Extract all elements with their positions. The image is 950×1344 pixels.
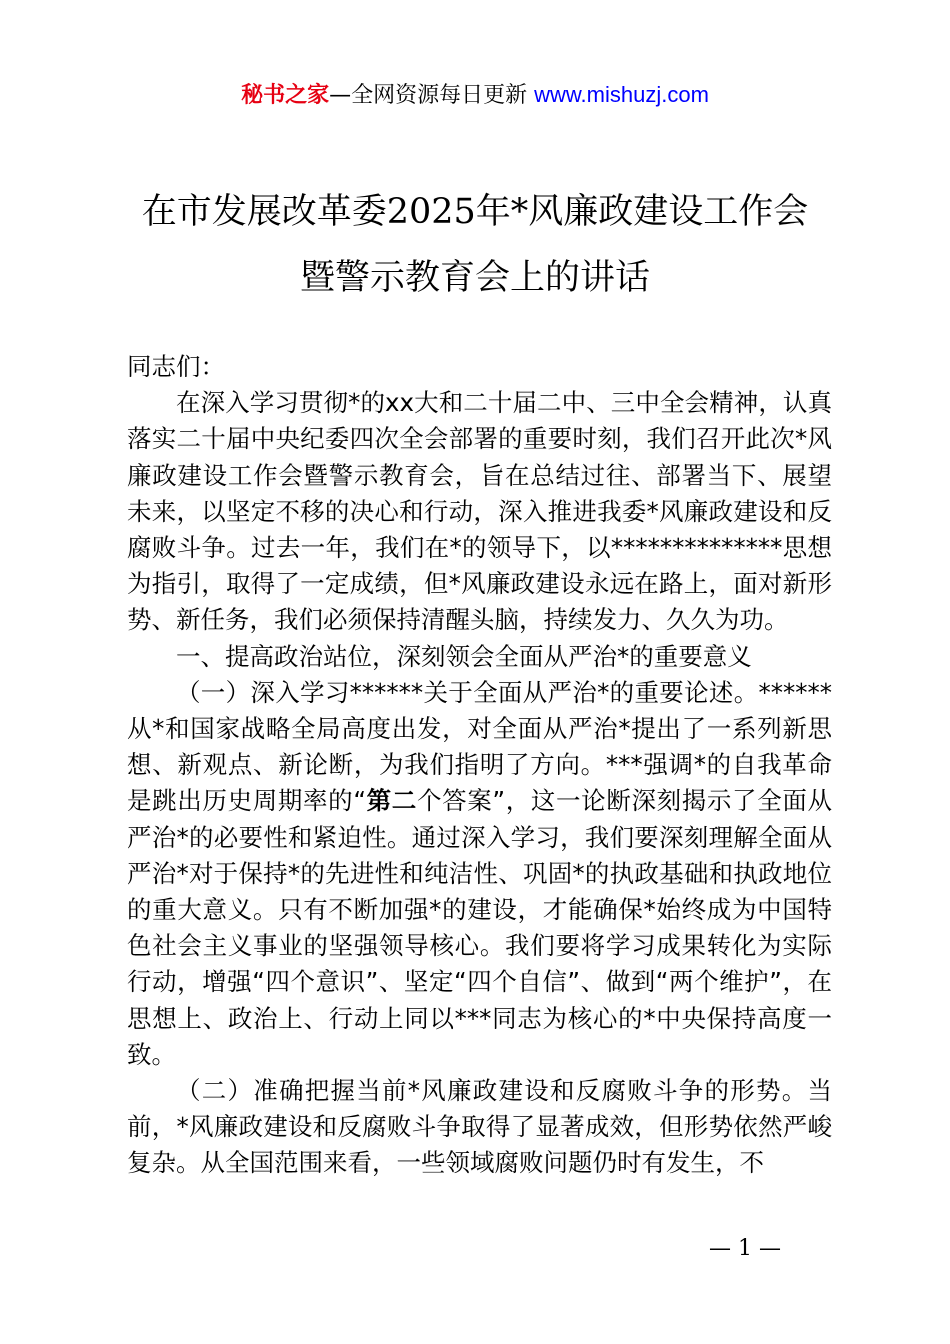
subsection-paragraph-2: （二）准确把握当前*风廉政建设和反腐败斗争的形势。当前，*风廉政建设和反腐败斗争取得了显著成效，但形势依然严峻复杂。从全国范围来看，一些领域腐败问题仍时有发生，不 — [127, 1076, 832, 1178]
header-tagline: —全网资源每日更新 — [329, 83, 535, 108]
section-heading-1: 一、提高政治站位，深刻领会全面从严治*的重要意义 — [176, 641, 752, 671]
page-number: — 1 — — [709, 1236, 781, 1261]
subsection-1-bold-text: 第二 — [366, 786, 417, 816]
subsection-paragraph-1 — [127, 675, 832, 1073]
brand-name: 秘书之家 — [241, 83, 330, 108]
intro-paragraph: 在深入学习贯彻*的xx大和二十届二中、三中全会精神，认真落实二十届中央纪委四次全会部署的重要时刻，我们召开此次*风廉政建设工作会暨警示教育会，旨在总结过往、部署当下、展望未来，以坚定不移的决心和行动，深入推进我委*风廉政建设和反腐败斗争。过去一年，我们在*的领导下，以**************思想为指引，取得了一定成绩，但*风廉政建设永远在路上，面对新形势、新任务，我们必须保持清醒头脑，持续发力、久久为功。 — [127, 388, 832, 635]
subsection-1-text-a: （一）深入学习******关于全面从严治*的重要论述。******从*和国家战略全局高度出发，对全面从严治*提出了一系列新思想、新观点、新论断，为我们指明了方向。***强调*的自我革命是跳出历史周期率的“ — [127, 677, 832, 816]
subsection-1-text-b: 个答案”，这一论断深刻揭示了全面从严治*的必要性和紧迫性。通过深入学习，我们要深刻理解全面从严治*对于保持*的先进性和纯洁性、巩固*的执政基础和执政地位的重大意义。只有不断加强*的建设，才能确保*始终成为中国特色社会主义事业的坚强领导核心。我们要将学习成果转化为实际行动，增强“四个意识”、坚定“四个自信”、做到“两个维护”，在思想上、政治上、行动上同以***同志为核心的*中央保持高度一致。 — [127, 786, 832, 1069]
document-title-line-1: 在市发展改革委2025年*风廉政建设工作会 — [141, 192, 809, 232]
salutation: 同志们： — [127, 352, 225, 381]
site-url-link[interactable]: www.mishuzj.com — [534, 82, 709, 107]
site-header — [0, 80, 950, 111]
document-title-line-2: 暨警示教育会上的讲话 — [299, 258, 650, 298]
document-body — [127, 349, 832, 1182]
